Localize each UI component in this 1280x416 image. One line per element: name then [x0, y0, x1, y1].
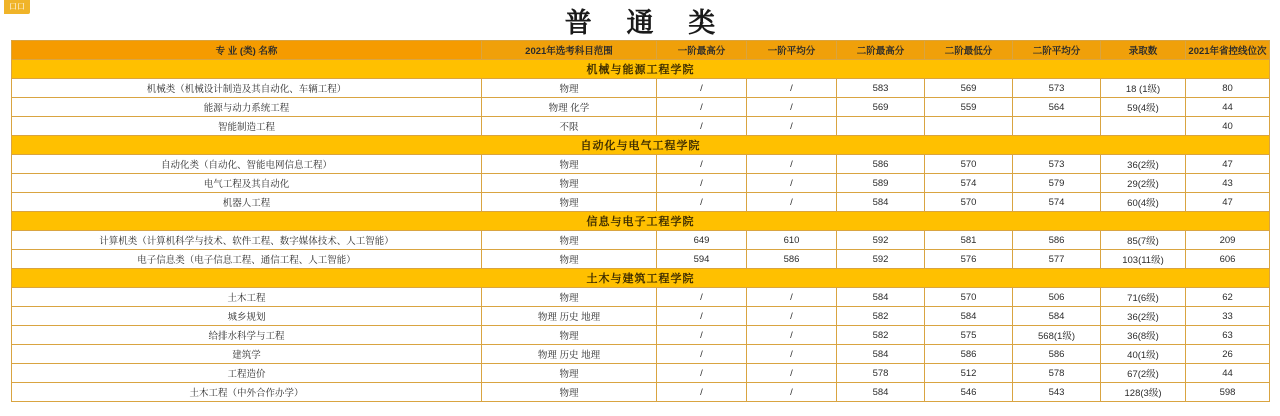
cell-stage1-avg: / [747, 155, 837, 174]
table-row [12, 307, 1270, 326]
cell-rank: 44 [1186, 364, 1270, 383]
cell-stage2-max: 582 [837, 307, 925, 326]
cell-stage2-avg: 578 [1013, 364, 1101, 383]
cell-subject: 物理 [482, 155, 657, 174]
cell-rank: 47 [1186, 193, 1270, 212]
cell-stage2-max: 589 [837, 174, 925, 193]
th-stage2-min: 二阶最低分 [925, 41, 1013, 60]
table-row [12, 326, 1270, 345]
cell-count: 36(8级) [1101, 326, 1186, 345]
cell-subject: 物理 [482, 288, 657, 307]
section-title: 自动化与电气工程学院 [12, 136, 1270, 155]
cell-stage1-avg: 586 [747, 250, 837, 269]
cell-stage1-max: / [657, 307, 747, 326]
cell-major-name: 自动化类（自动化、智能电网信息工程） [12, 155, 482, 174]
cell-stage2-max: 584 [837, 345, 925, 364]
cell-stage2-max: 583 [837, 79, 925, 98]
cell-stage2-min: 569 [925, 79, 1013, 98]
cell-stage1-avg: / [747, 117, 837, 136]
cell-count: 18 (1级) [1101, 79, 1186, 98]
th-stage1-max: 一阶最高分 [657, 41, 747, 60]
cell-count: 29(2级) [1101, 174, 1186, 193]
cell-major-name: 电气工程及其自动化 [12, 174, 482, 193]
table-header-row [12, 41, 1270, 60]
section-title: 信息与电子工程学院 [12, 212, 1270, 231]
cell-subject: 物理 [482, 250, 657, 269]
cell-stage2-min: 576 [925, 250, 1013, 269]
cell-major-name: 电子信息类（电子信息工程、通信工程、人工智能） [12, 250, 482, 269]
cell-stage2-avg: 577 [1013, 250, 1101, 269]
table-row [12, 288, 1270, 307]
cell-stage2-min: 586 [925, 345, 1013, 364]
cell-stage2-min: 575 [925, 326, 1013, 345]
cell-subject: 物理 [482, 364, 657, 383]
cell-subject: 不限 [482, 117, 657, 136]
cell-stage2-avg: 573 [1013, 155, 1101, 174]
cell-subject: 物理 [482, 193, 657, 212]
cell-stage2-min: 584 [925, 307, 1013, 326]
th-stage2-avg: 二阶平均分 [1013, 41, 1101, 60]
cell-stage2-avg: 586 [1013, 345, 1101, 364]
table-body [12, 60, 1270, 402]
table-row [12, 345, 1270, 364]
cell-major-name: 土木工程（中外合作办学） [12, 383, 482, 402]
cell-rank: 47 [1186, 155, 1270, 174]
cell-stage2-max: 584 [837, 288, 925, 307]
cell-count: 36(2级) [1101, 155, 1186, 174]
cell-stage1-avg: / [747, 326, 837, 345]
cell-stage1-avg: / [747, 383, 837, 402]
cell-subject: 物理 化学 [482, 98, 657, 117]
cell-stage1-max: / [657, 155, 747, 174]
cell-rank: 26 [1186, 345, 1270, 364]
cell-subject: 物理 [482, 79, 657, 98]
cell-stage2-min: 570 [925, 155, 1013, 174]
cell-stage1-max: / [657, 364, 747, 383]
table-header [12, 41, 1270, 60]
cell-stage1-avg: / [747, 174, 837, 193]
cell-stage1-max: / [657, 174, 747, 193]
cell-rank: 44 [1186, 98, 1270, 117]
cell-stage2-max [837, 117, 925, 136]
cell-stage2-max: 592 [837, 250, 925, 269]
cell-count: 128(3级) [1101, 383, 1186, 402]
cell-stage2-avg: 574 [1013, 193, 1101, 212]
cell-stage2-avg: 543 [1013, 383, 1101, 402]
cell-stage1-max: / [657, 117, 747, 136]
cell-stage2-min: 512 [925, 364, 1013, 383]
table-row [12, 174, 1270, 193]
section-header-row [12, 136, 1270, 155]
table-row [12, 193, 1270, 212]
cell-rank: 43 [1186, 174, 1270, 193]
cell-stage2-min: 574 [925, 174, 1013, 193]
cell-stage2-avg: 573 [1013, 79, 1101, 98]
cell-stage2-min: 581 [925, 231, 1013, 250]
cell-stage1-avg: / [747, 307, 837, 326]
cell-count: 40(1级) [1101, 345, 1186, 364]
th-stage2-max: 二阶最高分 [837, 41, 925, 60]
cell-stage2-avg [1013, 117, 1101, 136]
cell-stage2-min [925, 117, 1013, 136]
cell-stage2-min: 570 [925, 193, 1013, 212]
page-title: 普 通 类 [564, 8, 730, 38]
th-subject-range: 2021年选考科目范围 [482, 41, 657, 60]
cell-major-name: 建筑学 [12, 345, 482, 364]
admission-score-table [11, 40, 1270, 402]
cell-stage2-avg: 584 [1013, 307, 1101, 326]
table-row [12, 250, 1270, 269]
cell-stage1-avg: 610 [747, 231, 837, 250]
cell-stage1-max: / [657, 326, 747, 345]
cell-stage1-avg: / [747, 79, 837, 98]
cell-stage2-max: 584 [837, 383, 925, 402]
cell-count: 36(2级) [1101, 307, 1186, 326]
cell-rank: 40 [1186, 117, 1270, 136]
cell-major-name: 机械类（机械设计制造及其自动化、车辆工程） [12, 79, 482, 98]
cell-stage1-avg: / [747, 345, 837, 364]
cell-subject: 物理 历史 地理 [482, 345, 657, 364]
cell-stage1-max: / [657, 98, 747, 117]
cell-stage2-avg: 579 [1013, 174, 1101, 193]
cell-stage1-avg: / [747, 98, 837, 117]
cell-major-name: 计算机类（计算机科学与技术、软件工程、数字媒体技术、人工智能） [12, 231, 482, 250]
cell-rank: 80 [1186, 79, 1270, 98]
cell-stage1-max: / [657, 193, 747, 212]
cell-stage2-avg: 568(1级) [1013, 326, 1101, 345]
table-row [12, 231, 1270, 250]
cell-count: 103(11级) [1101, 250, 1186, 269]
table-row [12, 79, 1270, 98]
cell-stage2-min: 559 [925, 98, 1013, 117]
cell-count: 67(2级) [1101, 364, 1186, 383]
cell-stage2-max: 592 [837, 231, 925, 250]
cell-rank: 606 [1186, 250, 1270, 269]
cell-stage2-max: 582 [837, 326, 925, 345]
cell-major-name: 机器人工程 [12, 193, 482, 212]
cell-stage2-max: 578 [837, 364, 925, 383]
cell-major-name: 给排水科学与工程 [12, 326, 482, 345]
section-title: 机械与能源工程学院 [12, 60, 1270, 79]
cell-count: 59(4级) [1101, 98, 1186, 117]
cell-rank: 62 [1186, 288, 1270, 307]
cell-count [1101, 117, 1186, 136]
cell-stage1-avg: / [747, 193, 837, 212]
section-title: 土木与建筑工程学院 [12, 269, 1270, 288]
cell-major-name: 工程造价 [12, 364, 482, 383]
cell-stage2-min: 570 [925, 288, 1013, 307]
th-enrolled-count: 录取数 [1101, 41, 1186, 60]
cell-stage1-max: / [657, 345, 747, 364]
section-header-row [12, 212, 1270, 231]
cell-major-name: 智能制造工程 [12, 117, 482, 136]
cell-subject: 物理 [482, 326, 657, 345]
cell-stage1-avg: / [747, 364, 837, 383]
section-header-row [12, 60, 1270, 79]
section-header-row [12, 269, 1270, 288]
th-provincial-rank: 2021年省控线位次 [1186, 41, 1270, 60]
cell-major-name: 土木工程 [12, 288, 482, 307]
cell-stage2-max: 584 [837, 193, 925, 212]
cell-stage2-avg: 586 [1013, 231, 1101, 250]
table-row [12, 117, 1270, 136]
cell-count: 71(6级) [1101, 288, 1186, 307]
cell-rank: 598 [1186, 383, 1270, 402]
cell-subject: 物理 [482, 231, 657, 250]
th-major-name: 专 业 (类) 名称 [12, 41, 482, 60]
table-row [12, 383, 1270, 402]
cell-major-name: 城乡规划 [12, 307, 482, 326]
cell-count: 60(4级) [1101, 193, 1186, 212]
cell-count: 85(7级) [1101, 231, 1186, 250]
cell-stage2-avg: 564 [1013, 98, 1101, 117]
cell-rank: 209 [1186, 231, 1270, 250]
cell-stage1-max: / [657, 79, 747, 98]
th-stage1-avg: 一阶平均分 [747, 41, 837, 60]
table-row [12, 364, 1270, 383]
cell-stage2-max: 569 [837, 98, 925, 117]
cell-subject: 物理 历史 地理 [482, 307, 657, 326]
cell-stage1-max: / [657, 288, 747, 307]
corner-badge [4, 0, 30, 14]
cell-stage1-max: 594 [657, 250, 747, 269]
cell-subject: 物理 [482, 174, 657, 193]
cell-major-name: 能源与动力系统工程 [12, 98, 482, 117]
table-row [12, 98, 1270, 117]
table-row [12, 155, 1270, 174]
cell-rank: 63 [1186, 326, 1270, 345]
cell-stage2-min: 546 [925, 383, 1013, 402]
cell-rank: 33 [1186, 307, 1270, 326]
cell-stage1-avg: / [747, 288, 837, 307]
cell-stage2-avg: 506 [1013, 288, 1101, 307]
cell-stage1-max: / [657, 383, 747, 402]
cell-stage2-max: 586 [837, 155, 925, 174]
cell-stage1-max: 649 [657, 231, 747, 250]
cell-subject: 物理 [482, 383, 657, 402]
corner-badge-label: 口口 [9, 2, 25, 11]
